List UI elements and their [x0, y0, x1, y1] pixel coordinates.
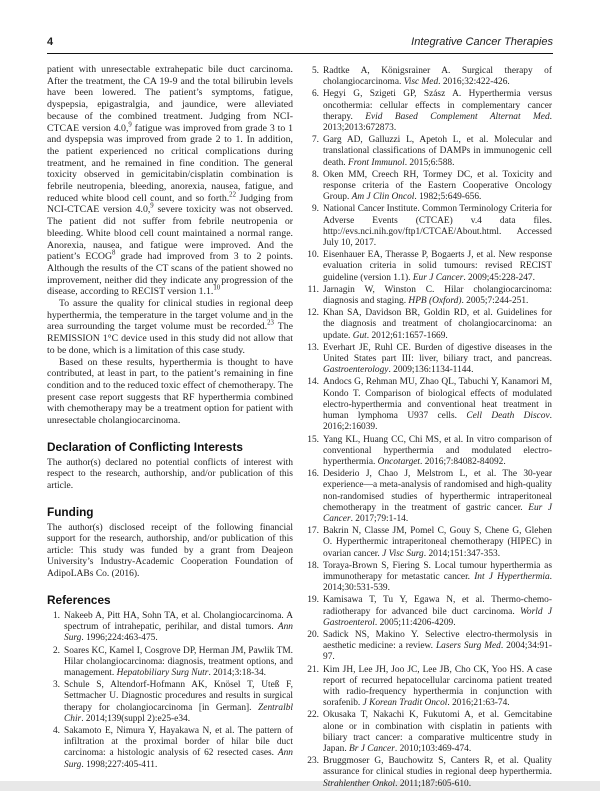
- journal-name: HPB (Oxford): [408, 296, 462, 307]
- text-run: Based on these results, hyperthermia is thought to have contributed, at least in part, to the patient’s remaining in fine condition and to the reduced toxic effect of chemotherapy. The present case report suggests that RF hyperthermia combined with chemotherapy may be a treatment option for patient with unresectable cholangiocarcinoma.: [47, 356, 294, 427]
- journal-name: Evid Based Complement Alternat Med: [365, 111, 550, 122]
- reference-text: Bakrin N, Classe JM, Pomel C, Gouy S, Chene G, Glehen O. Hyperthermic intraperitoneal chemotherapy (HIPEC) in ovarian cancer. J Visc Surg. 2014;151:347-353.: [323, 526, 552, 559]
- left-column: [47, 64, 293, 791]
- reference-text: Eisenhauer EA, Therasse P, Bogaerts J, et al. New response evaluation criteria in solid tumours: revised RECIST guideline (version 1.1). Eur J Cancer. 2009;45:228-247.: [323, 250, 552, 283]
- journal-name: Br J Cancer: [349, 743, 395, 754]
- citation-superscript: 9: [150, 203, 154, 211]
- body-paragraph: [47, 298, 293, 357]
- text-run: patient with unresectable extrahepatic bile duct carcinoma. After the treatment, the CA 19-9 and the total bilirubin levels have been lowered. The patient’s symptoms, fatigue, dyspepsia, epigastralgia, and jaundice, were alleviated because of the combined treatment. Judging from NCI-CTCAE version 4.0,: [47, 64, 293, 134]
- funding-body: The author(s) disclosed receipt of the following financial support for the research, authorship, and/or publication of this article: This study was funded by a grant from Deajeon University’s Industry-Academic Cooperation Foundation of AdipoLABs Co. (2016).: [47, 523, 293, 579]
- journal-name: Zentralbl Chir: [64, 702, 293, 724]
- article-body: [47, 64, 293, 427]
- reference-item: [306, 66, 552, 88]
- reference-item: [306, 204, 552, 249]
- reference-item: [306, 435, 552, 469]
- text-run: The REMISSION 1°C device used in this study did not allow that to be done, which is a limitation of this case study.: [47, 321, 293, 356]
- reference-number: 13.: [307, 342, 319, 353]
- references-list-right: [306, 66, 552, 790]
- right-column: [306, 64, 552, 791]
- reference-text: Okusaka T, Nakachi K, Fukutomi A, et al. Gemcitabine alone or in combination with cisplatin in patients with biliary tract cancer: a comparative multicentre study in Japan. Br J Cancer. 2010;103:469-474.: [323, 710, 552, 754]
- reference-text: Kim JH, Lee JH, Joo JC, Lee JB, Cho CK, Yoo HS. A case report of recurred hepatocellular carcinoma patient treated with radio-frequency hyperthermia in conjunction with sorafenib. J Korean Tradit Oncol. 2016;21:63-74.: [323, 664, 552, 709]
- reference-number: 15.: [307, 434, 319, 445]
- reference-item: [47, 680, 293, 725]
- reference-text: National Cancer Institute. Common Terminology Criteria for Adverse Events (CTCAE) v.4 data files. http://evs.nci.nih.gov/ftp1/CTCAE/About.html. Accessed July 10, 2017.: [323, 204, 552, 249]
- journal-name: Strahlenther Onkol: [323, 778, 396, 789]
- reference-item: [306, 250, 552, 284]
- reference-number: 6.: [311, 89, 319, 100]
- conflicts-heading: Declaration of Conflicting Interests: [47, 439, 243, 454]
- journal-name: Gut: [352, 330, 367, 341]
- journal-name: Am J Clin Oncol: [351, 192, 415, 203]
- journal-name: J Korean Tradit Oncol: [362, 698, 448, 709]
- references-list-left: [47, 611, 293, 771]
- reference-number: 16.: [307, 469, 319, 480]
- reference-text: Desiderio J, Chao J, Melstrom L, et al. The 30-year experience—a meta-analysis of randomised and high-quality non-randomised studies of hyperthermic intraperitoneal chemotherapy in the treatment of gastric cancer. Eur J Cancer. 2017;79:1-14.: [323, 469, 552, 524]
- two-column-layout: [47, 64, 553, 791]
- reference-item: [306, 630, 552, 664]
- reference-number: 2.: [52, 645, 60, 656]
- citation-superscript: 9: [128, 121, 132, 129]
- reference-number: 17.: [307, 526, 319, 537]
- journal-name: Cell Death Discov: [466, 411, 550, 422]
- reference-text: Toraya-Brown S, Fiering S. Local tumour hyperthermia as immunotherapy for metastatic cancer. Int J Hyperthermia. 2014;30:531-539.: [323, 560, 553, 594]
- reference-number: 4.: [52, 726, 60, 737]
- text-run: To assure the quality for clinical studies in regional deep hyperthermia, the temperature in the target volume and in the area surrounding the target volume must be recorded.: [47, 298, 293, 333]
- citation-superscript: 23: [267, 320, 274, 328]
- conflicts-body: The author(s) declared no potential conflicts of interest with respect to the research, authorship, and/or publication of this article.: [47, 457, 293, 491]
- reference-number: 23.: [307, 756, 319, 767]
- reference-item: [47, 646, 293, 680]
- reference-item: [306, 665, 552, 710]
- reference-item: [306, 756, 552, 790]
- references-heading: References: [47, 593, 111, 608]
- journal-name: Lasers Surg Med: [435, 641, 501, 652]
- reference-item: [306, 135, 552, 169]
- reference-number: 11.: [307, 284, 319, 295]
- journal-name: Eur J Cancer: [323, 502, 552, 524]
- text-run: severe toxicity was not observed. The patient did not suffer from febrile neutropenia or bleeding. White blood cell count maintained a normal range. Anorexia, nausea, and fatigue were improved. And the patient’s ECOG: [47, 204, 293, 263]
- reference-text: Soares KC, Kamel I, Cosgrove DP, Herman JM, Pawlik TM. Hilar cholangiocarcinoma: diagnosis, treatment options, and management. Hepatobiliary Surg Nutr. 2014;3:18-34.: [64, 645, 293, 679]
- reference-text: Sadick NS, Makino Y. Selective electro-thermolysis in aesthetic medicine: a review. Lasers Surg Med. 2004;34:91-97.: [323, 629, 552, 663]
- text-run: fatigue was improved from grade 3 to 1 and dyspepsia was improved from grade 2 to 1. In addition, the patient experienced no critical complications during treatment, and he remained in fine condition. The general toxicity observed in gemicitabin/cisplatin combination is febrile neutropenia, bleeding, anorexia, nausea, fatigue, and reduced white blood cell count, and so forth.: [47, 122, 294, 204]
- reference-text: Andocs G, Rehman MU, Zhao QL, Tabuchi Y, Kanamori M, Kondo T. Comparison of biological effects of modulated electro-hyperthermia and conventional heat treatment in human lymphoma U937 cells. Cell Death Discov. 2016;2:16039.: [323, 377, 552, 433]
- reference-number: 19.: [307, 595, 319, 606]
- reference-text: Schule S, Altendorf-Hofmann AK, Knösel T, Uteß F, Settmacher U. Diagnostic procedures and results in surgical therapy for cholangiocarcinoma [in German]. Zentralbl Chir. 2014;139(suppl 2):e25-e34.: [64, 680, 293, 724]
- reference-number: 21.: [307, 664, 319, 675]
- funding-heading: Funding: [47, 505, 94, 520]
- reference-number: 14.: [307, 377, 319, 388]
- reference-number: 10.: [307, 250, 319, 261]
- journal-name: Eur J Cancer: [412, 272, 464, 283]
- reference-number: 5.: [311, 66, 319, 76]
- reference-number: 8.: [311, 169, 319, 180]
- reference-text: Oken MM, Creech RH, Tormey DC, et al. Toxicity and response criteria of the Eastern Cooperative Oncology Group. Am J Clin Oncol. 1982;5:649-656.: [323, 169, 552, 203]
- reference-item: [306, 170, 552, 204]
- reference-text: Jarnagin W, Winston C. Hilar cholangiocarcinoma: diagnosis and staging. HPB (Oxford). 2005;7:244-251.: [323, 284, 552, 307]
- reference-item: [306, 710, 552, 755]
- reference-item: [306, 285, 552, 307]
- citation-superscript: 10: [213, 285, 221, 293]
- page-number: 4: [47, 36, 54, 48]
- reference-item: [306, 561, 552, 595]
- reference-text: Hegyi G, Szigeti GP, Szász A. Hyperthermia versus oncothermia: cellular effects in complementary cancer therapy. Evid Based Complement Alternat Med. 2013;2013:672873.: [323, 89, 552, 134]
- reference-text: Radtke A, Königsrainer A. Surgical therapy of cholangiocarcinoma. Visc Med. 2016;32:422-426.: [323, 66, 552, 88]
- reference-text: Sakamoto E, Nimura Y, Hayakawa N, et al. The pattern of infiltration at the proximal border of hilar bile duct carcinoma: a histologic analysis of 62 resected cases. Ann Surg. 1998;227:405-411.: [64, 726, 293, 770]
- reference-text: Kamisawa T, Tu Y, Egawa N, et al. Thermo-chemo-radiotherapy for advanced bile duct carcinoma. World J Gastroenterol. 2005;11:4206-4209.: [323, 595, 552, 628]
- citation-superscript: 22: [229, 191, 236, 199]
- reference-item: [306, 308, 552, 342]
- reference-item: [47, 611, 293, 645]
- reference-text: Garg AD, Galluzzi L, Apetoh L, et al. Molecular and translational classifications of DAMPs in immunogenic cell death. Front Immunol. 2015;6:588.: [323, 135, 552, 168]
- reference-item: [306, 526, 552, 560]
- reference-text: Bruggmoser G, Bauchowitz S, Canters R, et al. Quality assurance for clinical studies in regional deep hyperthermia. Strahlenther Onkol. 2011;187:605-610.: [323, 756, 552, 789]
- reference-item: [306, 377, 552, 433]
- body-paragraph: [47, 357, 293, 427]
- body-paragraph: [47, 64, 293, 298]
- journal-name: J Visc Surg: [382, 548, 424, 559]
- reference-item: [306, 343, 552, 377]
- header-rule: [47, 53, 553, 54]
- reference-number: 9.: [311, 204, 319, 215]
- reference-number: 22.: [307, 710, 319, 721]
- reference-item: [306, 89, 552, 134]
- journal-name: Int J Hyperthermia: [474, 571, 550, 582]
- journal-name: Oncotarget: [377, 456, 421, 467]
- journal-name: Visc Med: [403, 77, 439, 88]
- reference-number: 12.: [307, 308, 319, 319]
- journal-name: Hepatobiliary Surg Nutr: [116, 668, 209, 679]
- citation-superscript: 8: [112, 249, 116, 257]
- reference-text: Khan SA, Davidson BR, Goldin RD, et al. Guidelines for the diagnosis and treatment of cholangiocarcinoma: an update. Gut. 2012;61:1657-1669.: [323, 308, 552, 341]
- reference-number: 3.: [52, 680, 60, 691]
- reference-number: 7.: [311, 135, 319, 146]
- reference-text: Nakeeb A, Pitt HA, Sohn TA, et al. Cholangiocarcinoma. A spectrum of intrahepatic, perihilar, and distal tumors. Ann Surg. 1996;224:463-475.: [64, 611, 293, 644]
- reference-item: [306, 469, 552, 525]
- journal-title: Integrative Cancer Therapies: [411, 36, 553, 48]
- journal-name: Ann Surg: [64, 622, 293, 644]
- journal-name: World J Gastroenterol: [323, 606, 552, 628]
- reference-item: [47, 726, 293, 771]
- reference-text: Everhart JE, Ruhl CE. Burden of digestive diseases in the United States part III: liver, biliary tract, and pancreas. Gastroenterology. 2009;136:1134-1144.: [323, 342, 552, 376]
- reference-text: Yang KL, Huang CC, Chi MS, et al. In vitro comparison of conventional hyperthermia and modulated electro-hyperthermia. Oncotarget. 2016;7:84082-84092.: [323, 434, 552, 467]
- reference-item: [306, 595, 552, 629]
- reference-number: 20.: [307, 629, 319, 640]
- reference-number: 18.: [307, 560, 319, 571]
- text-run: grade had improved from 3 to 2 points. Although the results of the CT scans of the patient showed no improvement, neither did they indicate any progression of the disease, according to RECIST version 1.1.: [47, 251, 294, 298]
- journal-name: Front Immunol: [348, 157, 405, 168]
- journal-name: Ann Surg: [64, 748, 293, 770]
- text-run: Judging from NCI-CTCAE version 4.0,: [47, 192, 294, 216]
- reference-number: 1.: [52, 611, 60, 622]
- running-head: [47, 36, 553, 48]
- journal-name: Gastroenterology: [323, 365, 389, 376]
